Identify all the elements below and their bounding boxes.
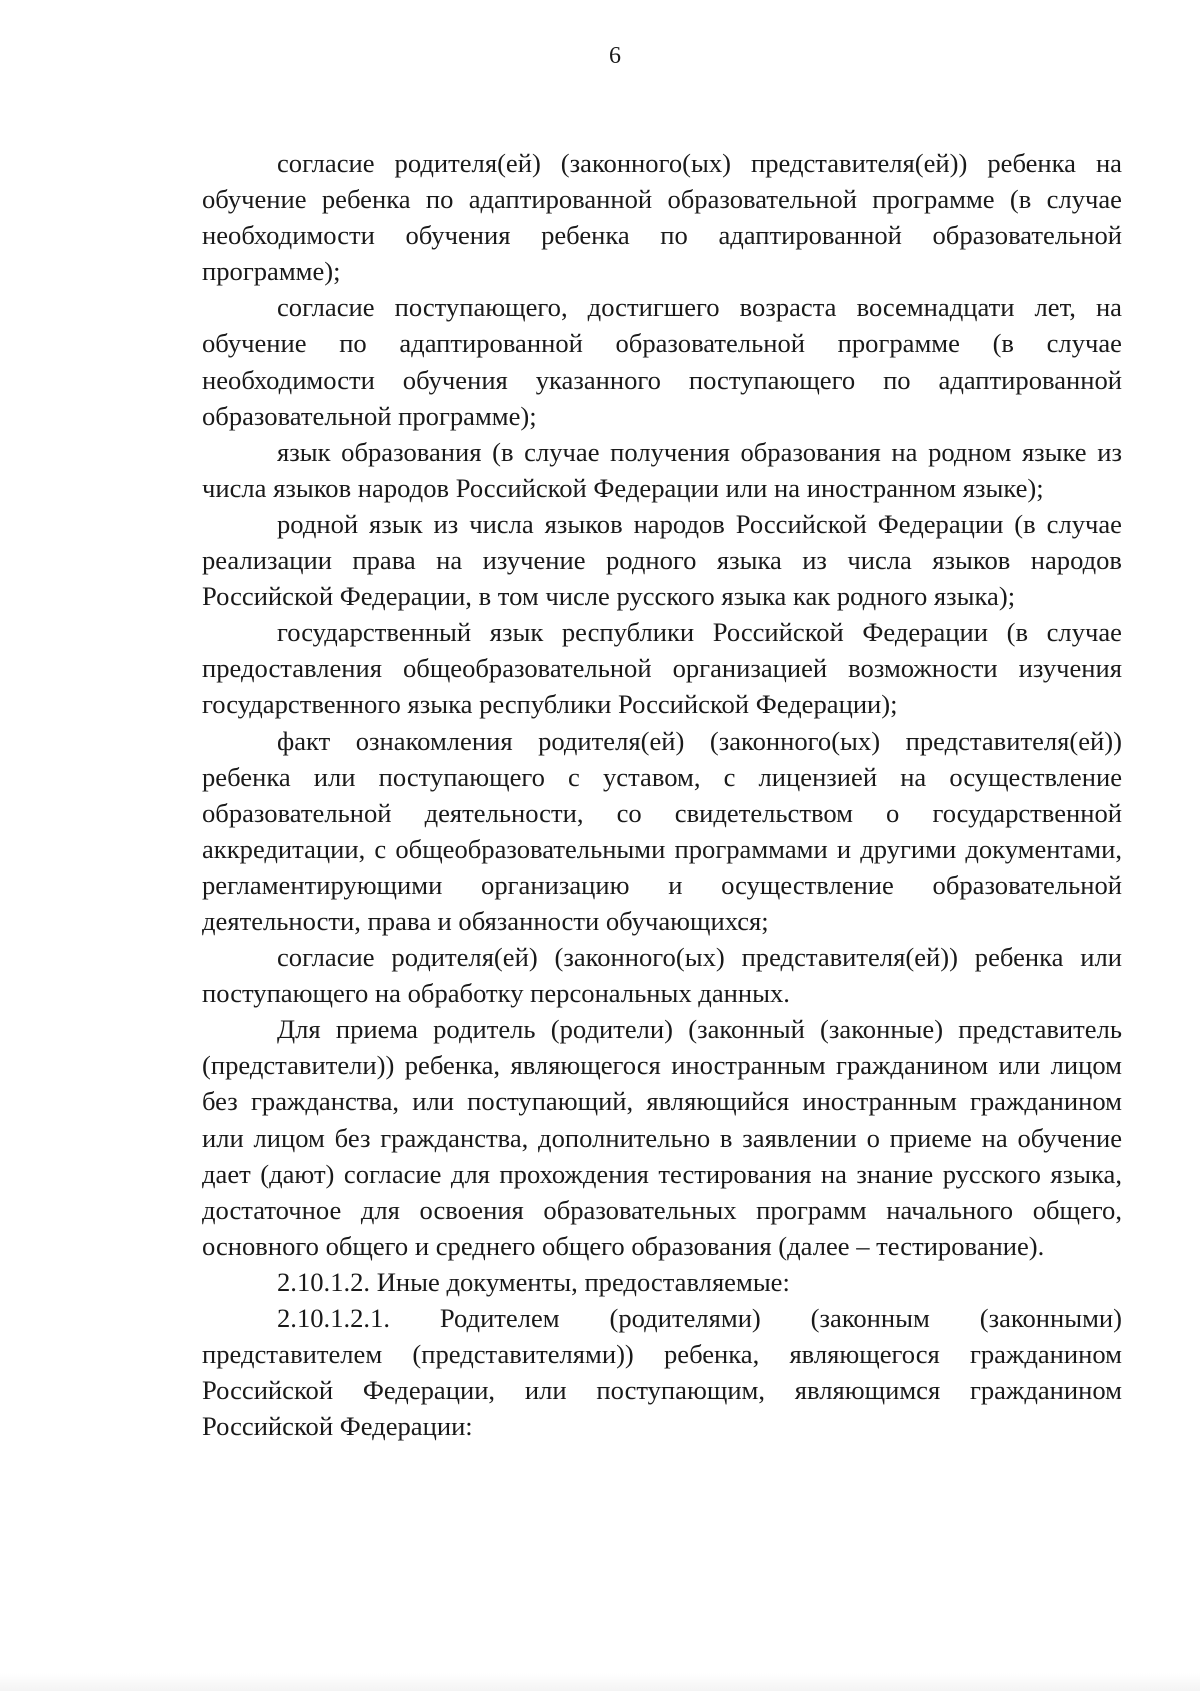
document-body [202, 145, 1122, 1444]
paragraph-foreign-citizens-testing: Для приема родитель (родители) (законный (законные) представитель (представители)) ребенка, являющегося иностранным гражданином или лицом без гражданства, или поступающий, являющийся иностранным гражданином или лицом без гражданства, дополнительно в заявлении о приеме на обучение дает (дают) согласие для прохождения тестирования на знание русского языка, достаточное для освоения образовательных программ начального общего, основного общего и среднего общего образования (далее – тестирование). [202, 1014, 1122, 1261]
page-number: 6 [609, 43, 621, 69]
paragraph-personal-data-consent: согласие родителя(ей) (законного(ых) представителя(ей)) ребенка или поступающего на обработку персональных данных. [202, 942, 1122, 1009]
paragraph-language-of-education: язык образования (в случае получения образования на родном языке из числа языков народов Российской Федерации или на иностранном языке); [202, 436, 1122, 503]
paragraph-acquaintance-fact: факт ознакомления родителя(ей) (законного(ых) представителя(ей)) ребенка или поступающего с уставом, с лицензией на осуществление образовательной деятельности, со свидетельством о государственной аккредитации, с общеобразовательными программами и другими документами, регламентирующими организацию и осуществление образовательной деятельности, права и обязанности обучающихся; [202, 725, 1122, 936]
paragraph-consent-adult-applicant: согласие поступающего, достигшего возраста восемнадцати лет, на обучение по адаптированной образовательной программе (в случае необходимости обучения указанного поступающего по адаптированной образовательной программе); [202, 292, 1122, 431]
paragraph-section-2-10-1-2: 2.10.1.2. Иные документы, предоставляемые: [277, 1266, 790, 1297]
page-bottom-edge [0, 1673, 1200, 1691]
paragraph-state-language: государственный язык республики Российской Федерации (в случае предоставления общеобразовательной организацией возможности изучения государственного языка республики Российской Федерации); [202, 617, 1122, 720]
paragraph-native-language: родной язык из числа языков народов Российской Федерации (в случае реализации права на изучение родного языка из числа языков народов Российской Федерации, в том числе русского языка как родного языка); [202, 508, 1122, 612]
paragraph-section-2-10-1-2-1: 2.10.1.2.1. Родителем (родителями) (законным (законными) представителем (представителями)) ребенка, являющегося гражданином Российской Федерации, или поступающим, являющимся гражданином Российской Федерации: [202, 1303, 1122, 1442]
paragraph-consent-adapted-program: согласие родителя(ей) (законного(ых) представителя(ей)) ребенка на обучение ребенка по адаптированной образовательной программе (в случае необходимости обучения ребенка по адаптированной образовательной программе); [202, 148, 1122, 287]
